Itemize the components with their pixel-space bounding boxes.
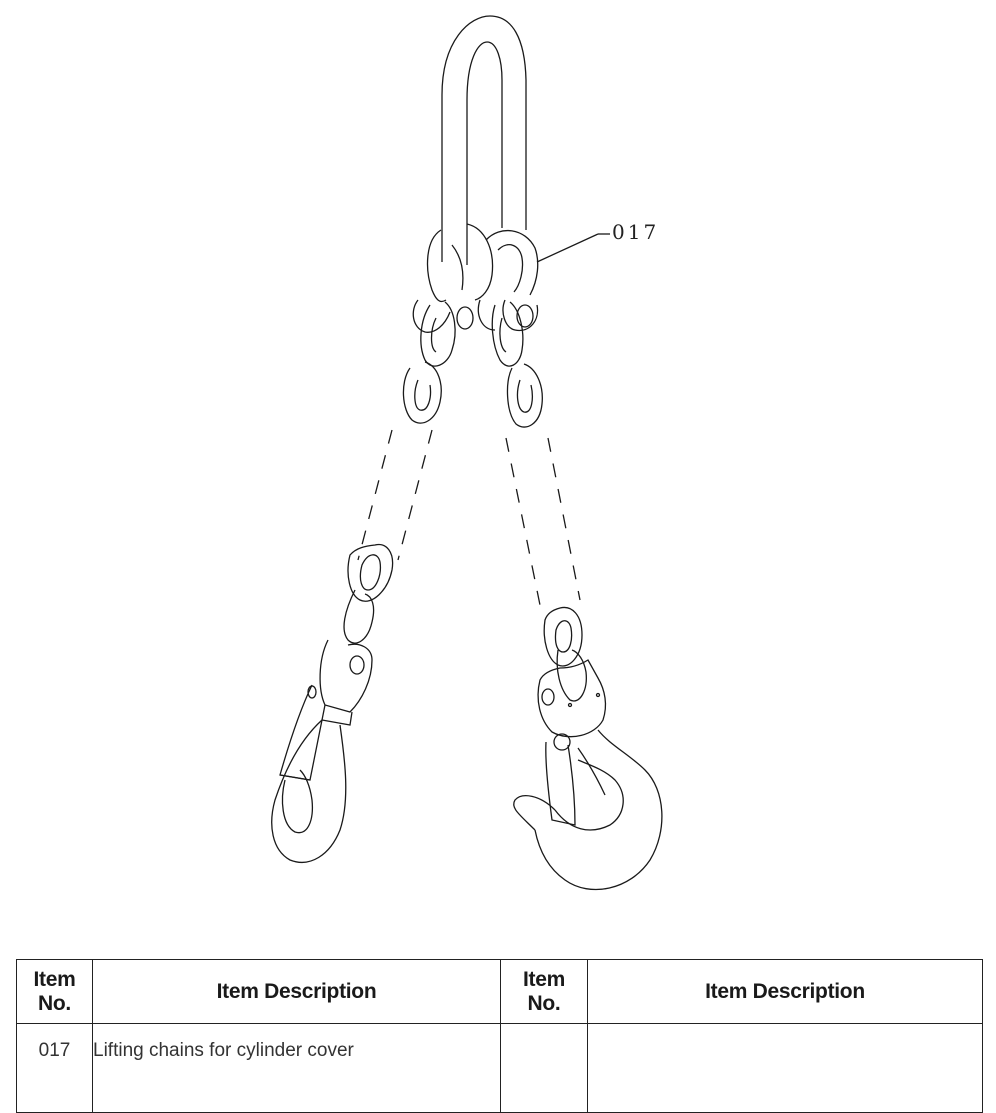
header-item-description-1: Item Description [93, 960, 501, 1024]
master-link [442, 16, 526, 265]
chain-continuation-dashes [358, 430, 580, 605]
cell-item-description-2 [588, 1024, 983, 1113]
callout-label-017: 017 [612, 220, 660, 244]
header-item-no-2 [501, 960, 588, 1024]
header-item-description-2: Item Description [588, 960, 983, 1024]
cell-item-description-1: Lifting chains for cylinder cover [93, 1024, 501, 1113]
cell-item-no-1: 017 [17, 1024, 93, 1113]
header-item-no-1-line2: No. [38, 991, 71, 1015]
cell-item-no-2 [501, 1024, 588, 1113]
header-item-no-2-line1: Item [523, 967, 565, 991]
parts-list-table [16, 959, 983, 1113]
table-header-row [17, 960, 983, 1024]
left-hook [272, 544, 393, 862]
right-hook [514, 607, 662, 889]
header-item-no-2-line2: No. [527, 991, 561, 1015]
header-item-no-1 [17, 960, 93, 1024]
table-row [17, 1024, 983, 1113]
shackle-assembly [413, 224, 610, 332]
header-item-no-1-line1: Item [33, 967, 76, 991]
left-upper-chain [403, 302, 455, 423]
